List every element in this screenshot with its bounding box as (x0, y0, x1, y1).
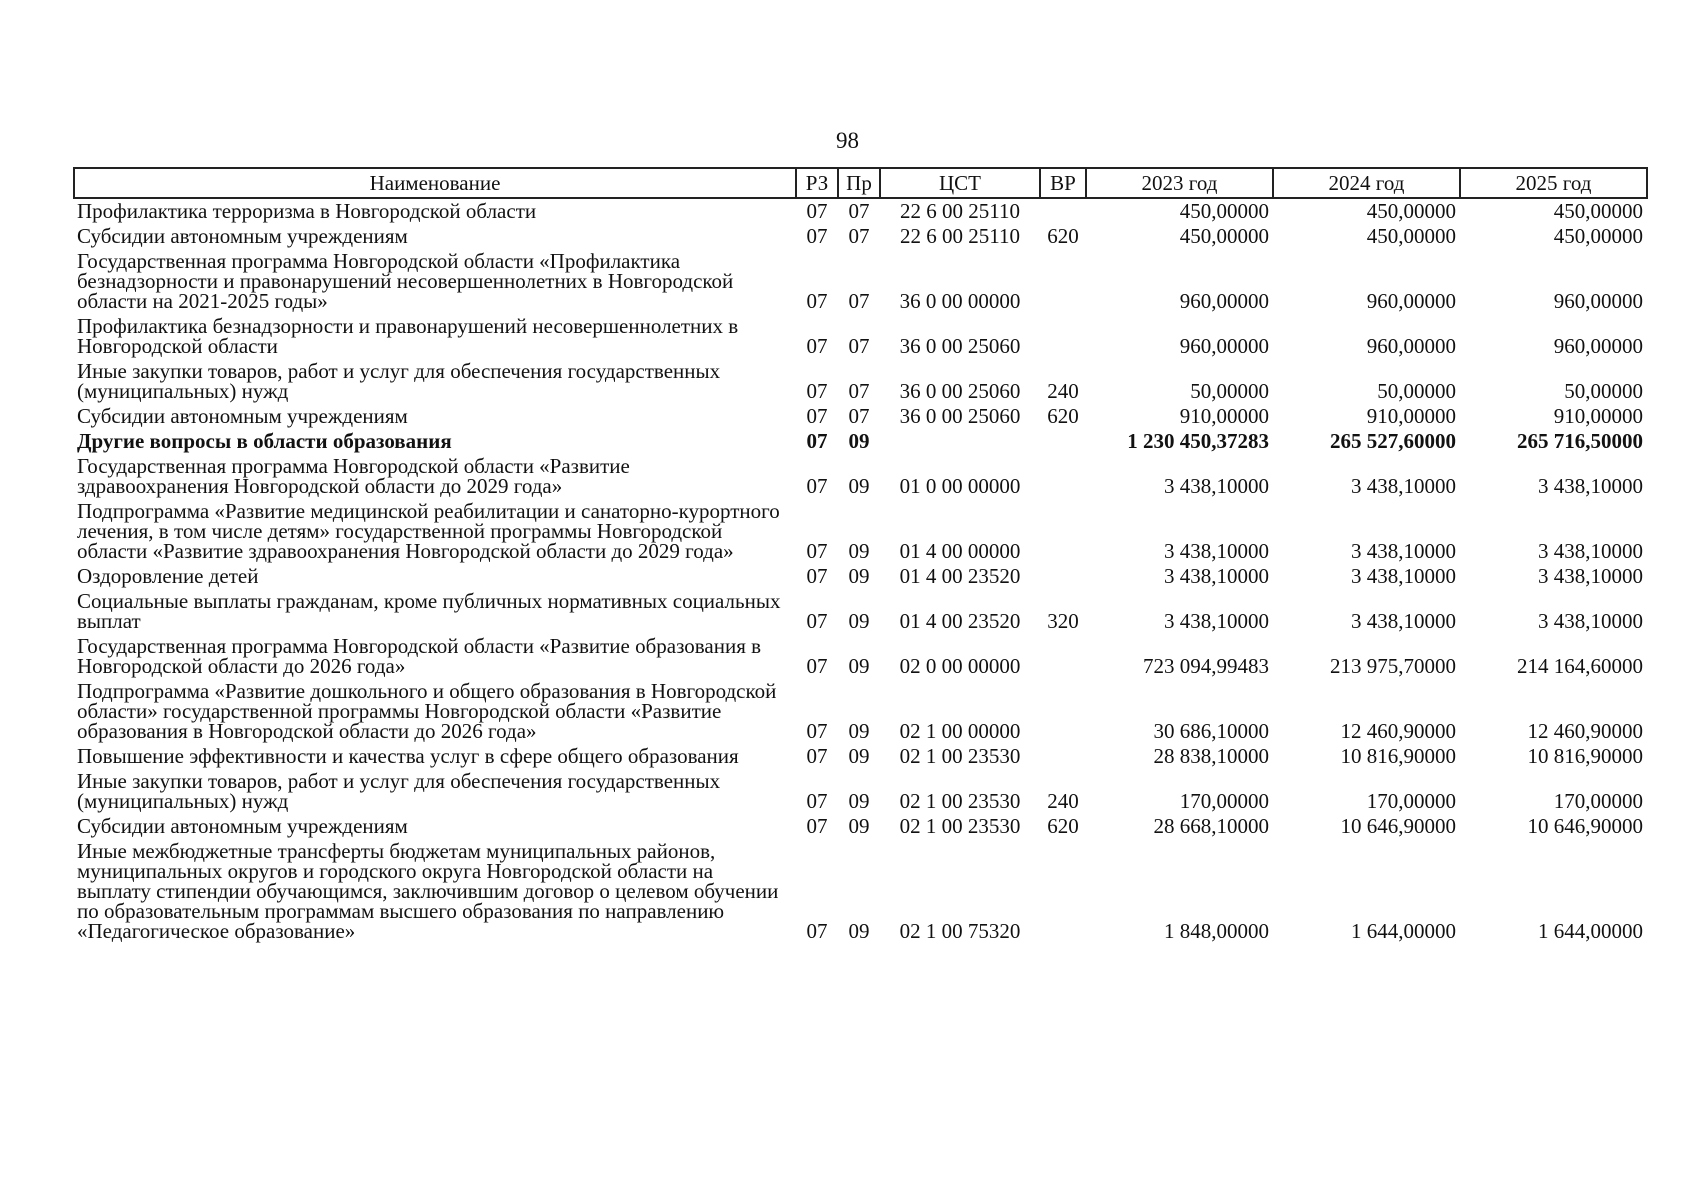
page-number: 98 (836, 128, 859, 153)
row-pr: 07 (848, 379, 870, 403)
row-vr (1040, 634, 1086, 679)
table-row (74, 744, 1647, 769)
row-2025: 3 438,10000 (1538, 609, 1643, 633)
row-2023: 28 838,10000 (1153, 744, 1269, 768)
table-row (74, 814, 1647, 839)
header-cst: ЦСТ (880, 168, 1040, 198)
header-2023: 2023 год (1086, 168, 1273, 198)
row-2023: 450,00000 (1179, 224, 1269, 248)
table-row (74, 224, 1647, 249)
row-rz: 07 (806, 334, 828, 358)
row-2024: 50,00000 (1377, 379, 1456, 403)
row-2025: 214 164,60000 (1517, 654, 1643, 678)
row-rz: 07 (806, 404, 828, 428)
row-2024: 1 644,00000 (1351, 919, 1456, 943)
row-2023: 3 438,10000 (1164, 564, 1269, 588)
row-2025: 10 816,90000 (1527, 744, 1643, 768)
table-row (74, 839, 1647, 944)
row-rz: 07 (806, 474, 828, 498)
header-rz: РЗ (796, 168, 838, 198)
row-name: Государственная программа Новгородской области «Развитие здравоохранения Новгородской области до 2029 года» (77, 454, 630, 498)
table-header-row (74, 168, 1647, 198)
row-2024: 450,00000 (1366, 224, 1456, 248)
row-pr: 09 (848, 474, 870, 498)
row-vr (1040, 454, 1086, 499)
row-pr: 09 (848, 719, 870, 743)
row-2023: 1 230 450,37283 (1127, 429, 1269, 453)
row-2025: 450,00000 (1553, 224, 1643, 248)
row-2023: 30 686,10000 (1153, 719, 1269, 743)
table-row (74, 564, 1647, 589)
row-cst: 02 1 00 23530 (899, 814, 1021, 838)
row-2025: 170,00000 (1553, 789, 1643, 813)
table-row (74, 499, 1647, 564)
row-2023: 960,00000 (1179, 289, 1269, 313)
row-2024: 3 438,10000 (1351, 539, 1456, 563)
row-name: Субсидии автономным учреждениям (77, 224, 408, 248)
header-2024: 2024 год (1273, 168, 1460, 198)
header-vr: ВР (1040, 168, 1086, 198)
row-2025: 910,00000 (1553, 404, 1643, 428)
row-2023: 910,00000 (1179, 404, 1269, 428)
row-name: Другие вопросы в области образования (77, 429, 452, 453)
row-name: Иные межбюджетные трансферты бюджетам муниципальных районов, муниципальных округов и городского округа Новгородской области на выплату стипендии обучающимся, заключившим договор о целевом обучении по образовательным программам высшего образования по направлению «Педагогическое образование» (77, 839, 779, 943)
row-pr: 07 (848, 404, 870, 428)
row-rz: 07 (806, 744, 828, 768)
row-vr: 620 (1047, 224, 1079, 248)
row-pr: 09 (848, 429, 870, 453)
row-rz: 07 (806, 814, 828, 838)
header-2025: 2025 год (1460, 168, 1647, 198)
header-pr: Пр (838, 168, 880, 198)
table-row (74, 314, 1647, 359)
row-rz: 07 (806, 609, 828, 633)
row-rz: 07 (806, 289, 828, 313)
row-name: Подпрограмма «Развитие медицинской реабилитации и санаторно-курортного лечения, в том числе детям» государственной программы Новгородской области «Развитие здравоохранения Новгородской области до 2029 года» (77, 499, 780, 563)
row-rz: 07 (806, 919, 828, 943)
row-2024: 960,00000 (1366, 334, 1456, 358)
row-name: Субсидии автономным учреждениям (77, 404, 408, 428)
row-vr (1040, 249, 1086, 314)
row-2024: 10 816,90000 (1340, 744, 1456, 768)
row-name: Иные закупки товаров, работ и услуг для обеспечения государственных (муниципальных) нужд (77, 359, 721, 403)
row-2025: 265 716,50000 (1517, 429, 1643, 453)
row-vr: 620 (1047, 814, 1079, 838)
row-rz: 07 (806, 429, 828, 453)
row-vr: 240 (1047, 789, 1079, 813)
row-cst: 36 0 00 25060 (899, 334, 1021, 358)
row-pr: 09 (848, 744, 870, 768)
row-2024: 910,00000 (1366, 404, 1456, 428)
table-row (74, 198, 1647, 224)
row-cst: 01 4 00 00000 (899, 539, 1021, 563)
row-2024: 12 460,90000 (1340, 719, 1456, 743)
row-rz: 07 (806, 199, 828, 223)
row-2024: 170,00000 (1366, 789, 1456, 813)
row-rz: 07 (806, 379, 828, 403)
row-2023: 3 438,10000 (1164, 609, 1269, 633)
table-row (74, 359, 1647, 404)
row-cst: 36 0 00 00000 (899, 289, 1021, 313)
table-row (74, 769, 1647, 814)
row-vr (1040, 429, 1086, 454)
row-pr: 07 (848, 224, 870, 248)
row-cst: 22 6 00 25110 (900, 224, 1020, 248)
row-pr: 09 (848, 789, 870, 813)
row-vr (1040, 744, 1086, 769)
row-pr: 07 (848, 289, 870, 313)
row-name: Иные закупки товаров, работ и услуг для обеспечения государственных (муниципальных) нужд (77, 769, 721, 813)
row-vr (1040, 198, 1086, 224)
row-cst (880, 429, 1040, 454)
row-rz: 07 (806, 224, 828, 248)
row-name: Социальные выплаты гражданам, кроме публичных нормативных социальных выплат (77, 589, 781, 633)
row-cst: 36 0 00 25060 (899, 379, 1021, 403)
row-vr (1040, 839, 1086, 944)
row-name: Подпрограмма «Развитие дошкольного и общего образования в Новгородской области» государственной программы Новгородской области «Развитие образования в Новгородской области до 2026 года» (77, 679, 777, 743)
row-rz: 07 (806, 654, 828, 678)
row-2025: 960,00000 (1553, 289, 1643, 313)
row-2025: 3 438,10000 (1538, 474, 1643, 498)
row-cst: 02 1 00 75320 (899, 919, 1021, 943)
row-name: Государственная программа Новгородской области «Профилактика безнадзорности и правонарушений несовершеннолетних в Новгородской области на 2021-2025 годы» (77, 249, 734, 313)
row-2024: 265 527,60000 (1330, 429, 1456, 453)
table-row (74, 634, 1647, 679)
row-cst: 02 1 00 23530 (899, 789, 1021, 813)
budget-table (73, 167, 1648, 944)
row-2023: 28 668,10000 (1153, 814, 1269, 838)
table-row (74, 589, 1647, 634)
row-2025: 450,00000 (1553, 199, 1643, 223)
row-2023: 723 094,99483 (1143, 654, 1269, 678)
row-vr (1040, 499, 1086, 564)
table-body (74, 198, 1647, 944)
row-vr: 240 (1047, 379, 1079, 403)
row-name: Повышение эффективности и качества услуг в сфере общего образования (77, 744, 739, 768)
row-2024: 960,00000 (1366, 289, 1456, 313)
row-cst: 02 0 00 00000 (899, 654, 1021, 678)
row-2024: 450,00000 (1366, 199, 1456, 223)
row-pr: 09 (848, 919, 870, 943)
row-name: Субсидии автономным учреждениям (77, 814, 408, 838)
row-2024: 3 438,10000 (1351, 474, 1456, 498)
row-2024: 10 646,90000 (1340, 814, 1456, 838)
row-vr (1040, 679, 1086, 744)
row-vr (1040, 314, 1086, 359)
row-2023: 450,00000 (1179, 199, 1269, 223)
table-row (74, 679, 1647, 744)
row-pr: 09 (848, 654, 870, 678)
row-2023: 50,00000 (1190, 379, 1269, 403)
table-row (74, 429, 1647, 454)
row-name: Оздоровление детей (77, 564, 259, 588)
row-cst: 02 1 00 23530 (899, 744, 1021, 768)
row-cst: 01 4 00 23520 (899, 609, 1021, 633)
row-cst: 02 1 00 00000 (899, 719, 1021, 743)
row-2024: 3 438,10000 (1351, 564, 1456, 588)
row-name: Профилактика безнадзорности и правонарушений несовершеннолетних в Новгородской области (77, 314, 739, 358)
row-cst: 36 0 00 25060 (899, 404, 1021, 428)
row-pr: 09 (848, 609, 870, 633)
row-name: Профилактика терроризма в Новгородской области (77, 199, 537, 223)
row-2025: 3 438,10000 (1538, 539, 1643, 563)
row-2023: 1 848,00000 (1164, 919, 1269, 943)
row-pr: 07 (848, 334, 870, 358)
row-2025: 3 438,10000 (1538, 564, 1643, 588)
row-2024: 213 975,70000 (1330, 654, 1456, 678)
row-rz: 07 (806, 789, 828, 813)
row-rz: 07 (806, 539, 828, 563)
row-cst: 01 4 00 23520 (899, 564, 1021, 588)
row-cst: 01 0 00 00000 (899, 474, 1021, 498)
table-row (74, 454, 1647, 499)
row-vr: 320 (1047, 609, 1079, 633)
table-row (74, 404, 1647, 429)
table-row (74, 249, 1647, 314)
row-pr: 09 (848, 564, 870, 588)
row-2025: 1 644,00000 (1538, 919, 1643, 943)
header-name: Наименование (74, 168, 796, 198)
row-vr: 620 (1047, 404, 1079, 428)
row-2023: 960,00000 (1179, 334, 1269, 358)
row-2025: 10 646,90000 (1527, 814, 1643, 838)
row-vr (1040, 564, 1086, 589)
row-2023: 170,00000 (1179, 789, 1269, 813)
row-2025: 12 460,90000 (1527, 719, 1643, 743)
row-pr: 09 (848, 814, 870, 838)
row-rz: 07 (806, 719, 828, 743)
row-rz: 07 (806, 564, 828, 588)
row-pr: 09 (848, 539, 870, 563)
row-2025: 50,00000 (1564, 379, 1643, 403)
row-2024: 3 438,10000 (1351, 609, 1456, 633)
row-2023: 3 438,10000 (1164, 539, 1269, 563)
row-2023: 3 438,10000 (1164, 474, 1269, 498)
row-cst: 22 6 00 25110 (900, 199, 1020, 223)
row-name: Государственная программа Новгородской области «Развитие образования в Новгородской области до 2026 года» (77, 634, 762, 678)
row-2025: 960,00000 (1553, 334, 1643, 358)
row-pr: 07 (848, 199, 870, 223)
